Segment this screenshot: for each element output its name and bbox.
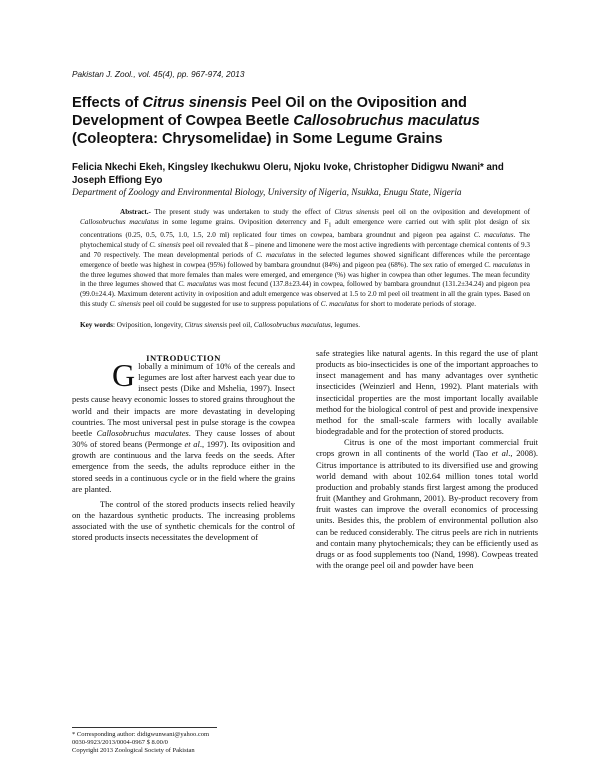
corresponding-author: * Corresponding author: didigwunwani@yahoo.com (72, 731, 210, 738)
keywords-label: Key words (80, 321, 113, 329)
introduction-heading: INTRODUCTION (146, 353, 221, 363)
intro-paragraph-4: Citrus is one of the most important commercial fruit crops grown in all continents of the world (Tao et al., 2008). Citrus importance is attributed to its diversified use and growing world demand with about 102.64 million tones total world production and probably stands first largest among the produced fruit (Manthey and Grohmann, 2001). By-product recovery from fruit wastes can improve the overall economics of processing units. Besides this, the problem of environmental pollution also can be reduced considerably. The citrus peels are rich in nutrients and contain many phytochemicals; they can be efficiently used as drugs or as food supplements too (Nand, 1998). Cowpeas treated with the orange peel oil and powder have been (316, 437, 539, 570)
right-column (316, 348, 538, 571)
drop-cap: G (112, 357, 136, 393)
journal-citation: Pakistan J. Zool., vol. 45(4), pp. 967-974, 2013 (72, 69, 245, 79)
intro-paragraph-3: safe strategies like natural agents. In this regard the use of plant products as bio-insecticides is one of the important approaches to insect management and has many advantages over synthetic insecticides (Weinzierl and Henn, 1992). Plant materials with insecticidal properties are the most important locally available method for the biological control of pest and provide inexpensive method for the small-scale farmers with locally available biodegradable and for the protection of stored products. (316, 348, 538, 437)
intro-paragraph-2: The control of the stored products insects relied heavily on the hazardous synthetic products. The increasing problems associated with the use of synthetic chemicals for the control of stored products insects necessitates the development of (72, 498, 295, 543)
keywords: Key words: Oviposition, longevity, Citrus sinensis peel oil, Callosobruchus maculatus, legumes. (80, 321, 361, 329)
abstract: Abstract.- The present study was undertaken to study the effect of Citrus sinensis peel oil on the oviposition and development of Callosobruchus maculatus in some legume grains. Oviposition deterrency and $F_1$ adult emergence were carried out with split plot design of six concentrations (0.25, 0.5, 0.75, 1.0, 1.5, 2.0 ml) replicated four times on cowpea, bambara groundnut and pigeon pea against C. maculatus. The phytochemical study of C. sinensis peel oil revealed that ß – pinene and limonene were the most active ingredients with percentage chemical contents of 9.3 and 70 respectively. The mean developmental periods of C. maculatus in the selected legumes showed significant differences while the percentage emergence of beetle was highest in cowpea (95%) followed by bambara groundnut (84%) and pigeon pea (68%). The sex ratio of emerged C. maculatus in the three legumes showed that more females than males were emerged, and emergence (%) was higher in cowpea than other legumes. The mean fecundity in the three legumes showed that C. maculatus was most fecund (137.8±23.44) in cowpea, followed by bambara groundnut (131.2±34.24) and pigeon pea (99.0±24.4). Maximum deterent activity in oviposition and adult emergence was observed at 1.5 to 2.0 ml peel oil treatment in all the grain types. Based on this study C. sinensis peel oil could be suggested for use to suppress populations of C. maculatus for short to moderate periods of storage. (80, 208, 531, 309)
footnote-divider (72, 727, 217, 728)
abstract-label: Abstract.- (120, 208, 151, 216)
intro-paragraph-1: Globally a minimum of 10% of the cereals and legumes are lost after harvest each year due to insect pests (Dike and Mshelia, 1997). Insect pests cause heavy economic losses to stored grains throughout the world and their impacts are more devastating in developing countries. The most universal pest in pulse storage is the cowpea beetle Callosobruchus maculates. They cause losses of about 30% of stored beans (Permonge et al., 1997). Its oviposition and growth are continuous and the larva feeds on the seeds. After emergence from the seeds, the adults reproduce either in the stored seeds in a continuous cycle or in the field where the grains are planted. (72, 357, 295, 494)
issn-line: 0030-9923/2013/0004-0967 $ 8.00/0 (72, 739, 168, 747)
footnotes (72, 731, 302, 756)
article-title: Effects of Citrus sinensis Peel Oil on the Oviposition and Development of Cowpea Beetle Callosobruchus maculatus (Coleoptera: Chrysomelidae) in Some Legume Grains (72, 95, 480, 148)
affiliation: Department of Zoology and Environmental Biology, University of Nigeria, Nsukka, Enugu State, Nigeria (72, 188, 462, 198)
author-list: Felicia Nkechi Ekeh, Kingsley Ikechukwu Oleru, Njoku Ivoke, Christopher Didigwu Nwani* and Joseph Effiong Eyo (72, 162, 504, 186)
copyright-line: Copyright 2013 Zoological Society of Pakistan (72, 747, 195, 755)
